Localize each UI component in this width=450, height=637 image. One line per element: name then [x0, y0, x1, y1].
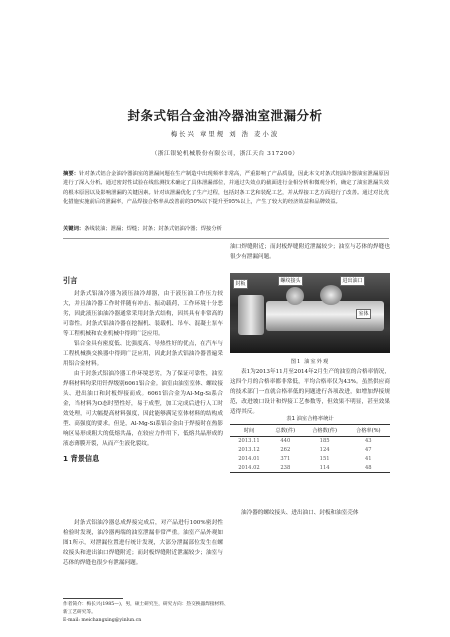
table-cell: 151 — [319, 455, 330, 462]
author-list: 梅长兴 章里规 刘 浩 麦小波 — [170, 130, 280, 138]
table-cell: 185 — [319, 438, 330, 445]
abstract-block — [63, 170, 389, 208]
end-plate-shape — [238, 295, 264, 335]
table-row — [230, 455, 390, 464]
section-1-continued: 油冷器的螺纹接头、进出油口、封板和油室壳体 — [241, 510, 359, 516]
keywords-text: 条线装油；泄漏；焊缝；封条；封条式铝油冷器；焊接分析 — [84, 226, 222, 232]
table-cell: 114 — [303, 463, 347, 472]
footnote-author-bio: 作者简介：梅长兴(1985—)，男，硕士研究生，研究方向：热交换器焊接材料、新工艺研究等。 — [63, 602, 229, 615]
table-cell: 43 — [364, 438, 372, 445]
paper-title: 封条式铝合金油冷器油室泄漏分析 — [127, 108, 323, 123]
footnote-rule — [63, 598, 123, 599]
right-column-top — [230, 242, 390, 262]
table-row — [230, 463, 390, 472]
intro-paragraph: 由于封条式铝油冷器工作环境恶劣，为了保证可靠性，油室焊料材料均采用钎焊级别6061铝合金。油室由油室室体、螺纹接头、进出油口和封板焊接而成。6061铝合金为Al-Mg-Si系合金，当材料为O态时塑性好，易于成型，加工完成后进行人工时效处理，可大幅提高材料强度，因此能够满足室体材料的结构成型、高强度的要求。但是，Al-Mg-Si系铝合金由于焊接时在热影响区易形成粗大的低熔共晶，在较应力作用下，低熔共晶形成的液态薄膜开裂，从而产生液化裂纹。 — [63, 371, 223, 447]
section-1-table-intro: 表1为2013年11月至2014年2月生产的油室的合格率情况，这四个月的合格率都非常低，平均合格率仅为43%。虽然供应商的技术部门一直就合格率低的问题进行各项改进，如增加焊接规范，改进坡口设计和焊接工艺参数等，但效果不明显，甚至效果适得其反。 — [230, 369, 390, 415]
table-cell: 41 — [364, 455, 372, 462]
abstract-label: 摘要： — [63, 171, 80, 177]
table-header-cell: 时间 — [230, 425, 268, 437]
footnote-email: E-mail: meichangxing@yinlun.cn — [63, 618, 142, 623]
intro-paragraph: 封条式铝油冷器为液压油冷却器，由于液压油工作压力较大，并且油冷器工作时伴随有冲击、振动载荷，工作环境十分恶劣，因此液压油油冷器通常采用封条式结构，因其具有非常高的可靠性。封条式铝油冷器在挖掘机、装载机、吊车、混凝土泵车等工程机械和农业机械中得到广泛应用。 — [63, 291, 223, 337]
left-column — [63, 276, 223, 466]
table-header-cell: 合格率(%) — [347, 425, 390, 437]
table-1-caption: 表1 油室合格率统计 — [286, 416, 334, 422]
table-cell: 124 — [319, 447, 330, 454]
header-divider — [63, 238, 389, 239]
figure-label-threaded-fitting: 螺纹接头 — [278, 276, 303, 286]
table-cell: 371 — [280, 455, 291, 462]
intro-heading: 引言 — [63, 276, 78, 285]
intro-paragraph: 铝合金具有密度低、比强度高、导热性好的优点，在汽车与工程机械换交换器中得到广泛应用，因此封条式铝油冷器普遍采用铝合金材料。 — [63, 341, 223, 367]
table-cell: 48 — [347, 463, 390, 472]
table-cell: 2013.11 — [238, 438, 260, 445]
continued-paragraph: 油口焊缝附近；而封板焊缝附近泄漏较少；油室与芯体的焊缝也很少有泄漏问题。 — [230, 244, 390, 260]
threaded-fitting-shape — [286, 287, 304, 305]
table-row — [230, 437, 390, 446]
table-cell: 262 — [280, 447, 291, 454]
section-1-heading: 1 背景信息 — [63, 454, 100, 463]
table-cell: 2014.02 — [230, 463, 268, 472]
right-column-mid — [230, 367, 390, 417]
footnote — [63, 601, 233, 625]
table-header-cell: 总数(件) — [268, 425, 303, 437]
table-header-cell: 合格数(件) — [303, 425, 347, 437]
figure-label-chamber-body: 室体 — [356, 309, 371, 319]
table-cell: 2014.01 — [238, 455, 260, 462]
abstract-text: 针对条式铝合金油冷器油室的泄漏问题在生产制造中出现频率非常高，严重影响了产品质量，因此本文对条式铝油冷器油室泄漏原因进行了深入分析。通过密封性试验在线监测技术确定了具体泄漏部位，并通过失效点的截面进行金相分析和微观分析，确定了油室泄漏失效的根本原因以及影响泄漏的关键因素。针对该泄漏优化了生产过程，包括封条工艺和装配工艺，并从焊接工艺方面进行了改善。通过对比优化措施实施前后的泄漏率，产品焊接合格率从改善前的50%以下提升至95%以上，产生了较大的经济效益和品牌效益。 — [63, 171, 389, 206]
left-column-bottom — [63, 518, 223, 568]
keywords-label: 关键词： — [63, 226, 85, 232]
keywords-block — [63, 225, 389, 234]
figure-label-port: 进出油口 — [340, 276, 365, 286]
table-row — [230, 446, 390, 455]
table-cell: 440 — [280, 438, 291, 445]
right-column-bottom — [230, 508, 390, 518]
figure-1-photo — [230, 273, 390, 353]
table-cell: 47 — [364, 447, 372, 454]
table-cell: 2013.12 — [238, 447, 260, 454]
section-1-paragraph: 封条式铝油冷器总成焊接完成后，对产品进行100%密封性检验时发现，油冷器两端的油室泄漏非常严重。油室产品外观如图1所示，对泄漏位置进行统计发现，大部分泄漏部位发生在螺纹接头和进出油口焊缝附近；而封板焊缝附近泄漏较少；油室与芯体的焊缝也很少有泄漏问题。 — [63, 520, 223, 566]
table-header-row — [230, 425, 390, 437]
figure-label-end-plate: 封板 — [233, 279, 248, 289]
port-fitting-shape — [320, 285, 342, 305]
table-1 — [230, 424, 390, 473]
table-cell: 238 — [268, 463, 303, 472]
figure-1-caption: 图1 油室外观 — [290, 359, 330, 365]
affiliation: （浙江银轮机械股份有限公司，浙江天台 317200） — [151, 151, 299, 157]
